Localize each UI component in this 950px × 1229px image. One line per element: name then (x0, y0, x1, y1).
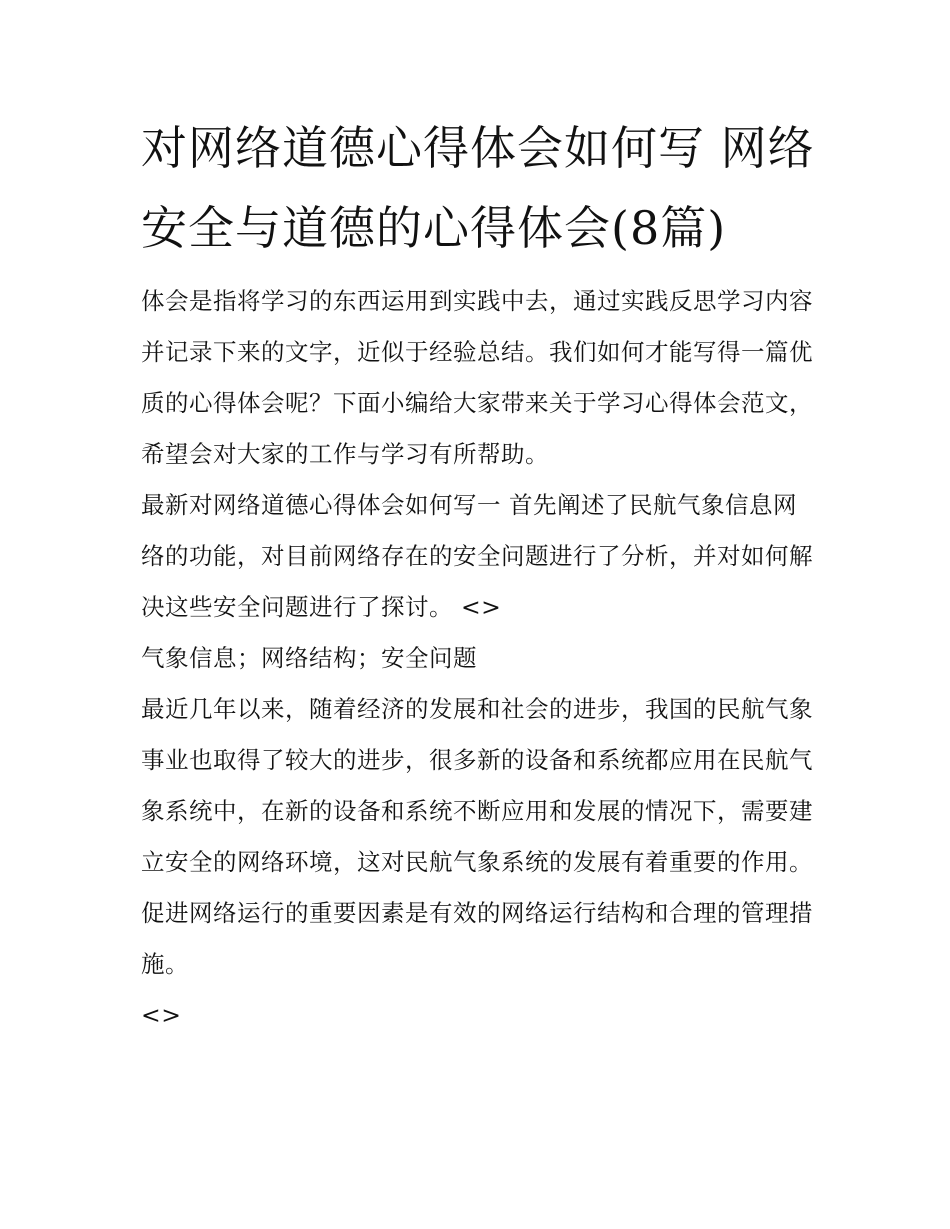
body-paragraph: 最近几年以来，随着经济的发展和社会的进步，我国的民航气象事业也取得了较大的进步，很多新的设备和系统都应用在民航气象系统中，在新的设备和系统不断应用和发展的情况下，需要建立安全的网络环境，这对民航气象系统的发展有着重要的作用。促进网络运行的重要因素是有效的网络运行结构和合理的管理措施。 (141, 695, 813, 978)
intro-paragraph: 体会是指将学习的东西运用到实践中去，通过实践反思学习内容并记录下来的文字，近似于经验总结。我们如何才能写得一篇优质的心得体会呢？下面小编给大家带来关于学习心得体会范文，希望会对大家的工作与学习有所帮助。 (141, 287, 813, 468)
document-title: 对网络道德心得体会如何写 网络安全与道德的心得体会(8篇) (141, 121, 815, 255)
summary-paragraph: 最新对网络道德心得体会如何写一 首先阐述了民航气象信息网络的功能，对目前网络存在的安全问题进行了分析，并对如何解决这些安全问题进行了探讨。 <> (141, 491, 813, 621)
keywords-paragraph: 气象信息；网络结构；安全问题 (141, 644, 477, 672)
document-body (141, 108, 816, 1041)
trailing-marker: <> (141, 1001, 182, 1029)
